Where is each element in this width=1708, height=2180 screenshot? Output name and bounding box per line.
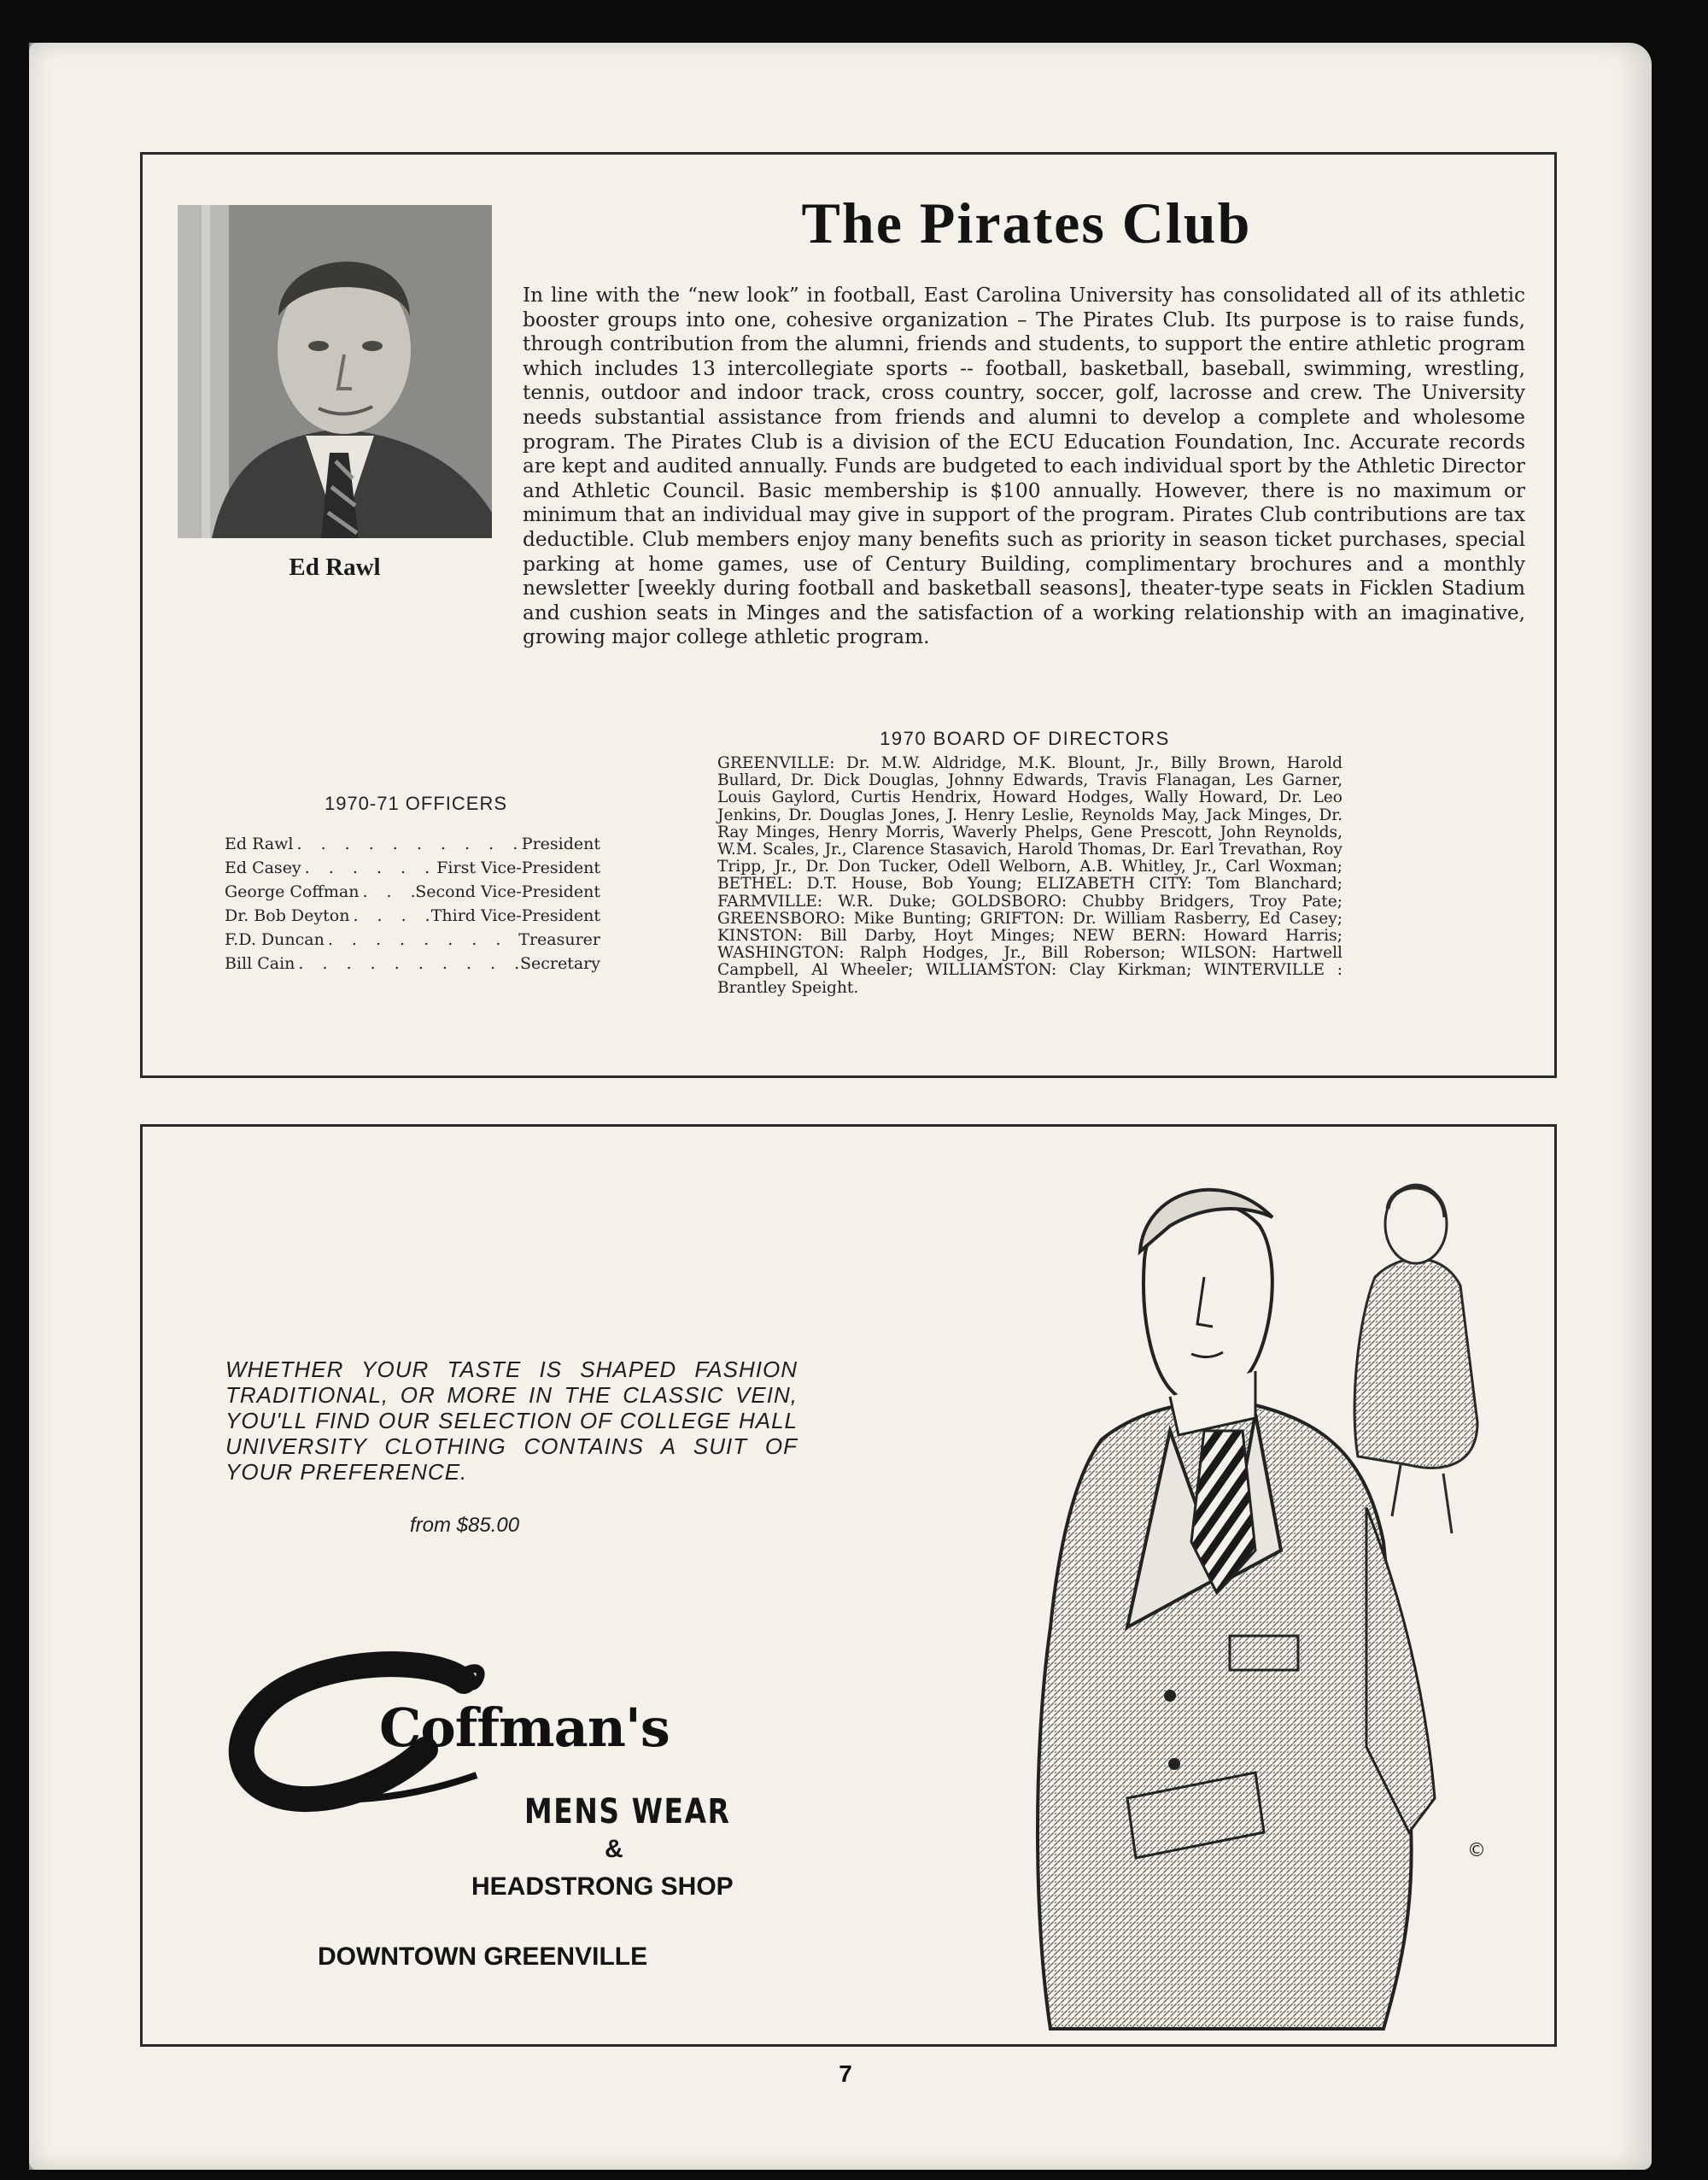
officer-name: Dr. Bob Deyton xyxy=(225,906,350,925)
officers-heading: 1970-71 OFFICERS xyxy=(324,793,508,814)
officer-row xyxy=(225,952,600,976)
store-location: DOWNTOWN GREENVILLE xyxy=(318,1943,648,1971)
leader-dots xyxy=(301,856,437,880)
copyright-mark: © xyxy=(1467,1840,1486,1861)
ad-copy: WHETHER YOUR TASTE IS SHAPED FASHION TRADITIONAL, OR MORE IN THE CLASSIC VEIN, YOU'LL FIND OUR SELECTION OF COLLEGE HALL UNIVERSITY CLOTHING CONTAINS A SUIT OF YOUR PREFERENCE. xyxy=(225,1357,798,1485)
officer-role: First Vice-President xyxy=(436,859,600,877)
leader-dots xyxy=(325,928,518,952)
officer-role: President xyxy=(521,835,600,853)
officer-name: George Coffman xyxy=(225,882,360,901)
officer-name: Ed Casey xyxy=(225,859,301,877)
page-title: The Pirates Club xyxy=(801,190,1252,255)
leader-dots xyxy=(295,952,520,976)
officer-name: Bill Cain xyxy=(225,954,295,973)
logo-wordmark: Coffman's xyxy=(379,1697,670,1759)
club-description: In line with the “new look” in football, East Carolina University has consolidated all of its athletic booster groups into one, cohesive organization – The Pirates Club. Its purpose is to raise funds, through contribution from the alumni, friends and students, to support the entire athletic program which includes 13 intercollegiate sports -- football, basketball, baseball, swimming, wrestling, tennis, outdoor and indoor track, cross country, soccer, golf, lacrosse and crew. The University needs substantial assistance from friends and alumni to develop a complete and wholesome program. The Pirates Club is a division of the ECU Education Foundation, Inc. Accurate records are kept and audited annually. Funds are budgeted to each individual sport by the Athletic Director and Athletic Council. Basic membership is $100 annually. However, there is no maximum or minimum that an individual may give in support of the program. Pirates Club contributions are tax deductible. Club members enjoy many benefits such as priority in season ticket purchases, special parking at home games, use of Century Building, complimentary brochures and a monthly newsletter [weekly during football and basketball seasons], theater-type seats in Ficklen Stadium and cushion seats in Minges and the satisfaction of a working relationship with an imaginative, growing major college athletic program. xyxy=(523,284,1525,649)
officer-role: Second Vice-President xyxy=(415,882,600,901)
headstrong-shop-label: HEADSTRONG SHOP xyxy=(471,1872,734,1901)
officer-role: Treasurer xyxy=(518,930,600,949)
leader-dots xyxy=(349,904,430,928)
portrait-image xyxy=(178,205,492,538)
officer-role: Secretary xyxy=(519,954,600,973)
photo-caption: Ed Rawl xyxy=(289,554,381,581)
board-members: GREENVILLE: Dr. M.W. Aldridge, M.K. Blount, Jr., Billy Brown, Harold Bullard, Dr. Dick Douglas, Johnny Edwards, Travis Flanagan, Les Garner, Louis Gaylord, Curtis Hendrix, Howard Hodges, Wally Howard, Dr. Leo Jenkins, Dr. Douglas Jones, J. Henry Leslie, Reynolds May, Jack Minges, Dr. Ray Minges, Henry Morris, Waverly Phelps, Gene Prescott, John Reynolds, W.M. Scales, Jr., Clarence Stasavich, Harold Thomas, Dr. Earl Trevathan, Roy Tripp, Jr., Dr. Don Tucker, Odell Welborn, A.B. Whitley, Jr., Carl Woxman; BETHEL: D.T. House, Bob Young; ELIZABETH CITY: Tom Blanchard; FARMVILLE: W.R. Duke; GOLDSBORO: Chubby Bridgers, Troy Pate; GREENSBORO: Mike Bunting; GRIFTON: Dr. William Rasberry, Ed Casey; KINSTON: Bill Darby, Hoyt Minges; NEW BERN: Howard Harris; WASHINGTON: Ralph Hodges, Jr., Bill Roberson; WILSON: Hartwell Campbell, Al Wheeler; WILLIAMSTON: Clay Kirkman; WINTERVILLE : Brantley Speight. xyxy=(717,754,1342,997)
page-number: 7 xyxy=(839,2060,852,2087)
menswear-sketch xyxy=(999,1149,1546,2037)
officer-row xyxy=(225,880,600,904)
officer-row xyxy=(225,832,600,856)
ampersand: & xyxy=(605,1835,623,1863)
officer-row xyxy=(225,904,600,928)
officer-name: F.D. Duncan xyxy=(225,930,325,949)
leader-dots xyxy=(293,832,521,856)
officer-name: Ed Rawl xyxy=(225,835,294,853)
mens-wear-label: MENS WEAR xyxy=(524,1792,731,1831)
ad-price: from $85.00 xyxy=(410,1514,520,1537)
portrait-photo xyxy=(178,205,492,538)
officer-role: Third Vice-President xyxy=(430,906,600,925)
suit-illustration xyxy=(999,1149,1546,2037)
board-heading: 1970 BOARD OF DIRECTORS xyxy=(880,728,1170,749)
officers-list xyxy=(225,832,600,976)
officer-row xyxy=(225,856,600,880)
officer-row xyxy=(225,928,600,952)
leader-dots xyxy=(359,880,415,904)
